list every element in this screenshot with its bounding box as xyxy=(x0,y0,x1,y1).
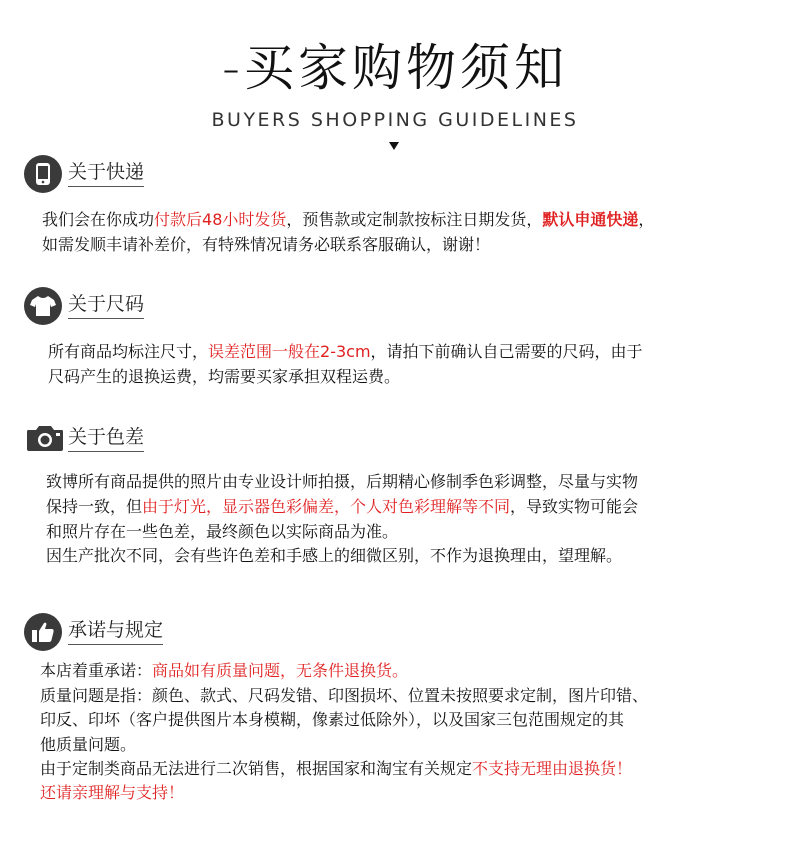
section-title-color: 关于色差 xyxy=(68,426,144,452)
text-line: 印反、印坏（客户提供图片本身模糊，像素过低除外），以及国家三包范围规定的其 xyxy=(40,710,625,729)
section-title-shipping: 关于快递 xyxy=(68,161,144,187)
text-line: 还请亲理解与支持！ xyxy=(40,783,185,802)
section-title-promise: 承诺与规定 xyxy=(68,619,163,645)
text-line: 尺码产生的退换运费，均需要买家承担双程运费。 xyxy=(48,367,401,386)
highlight-text: 由于灯光，显示器色彩偏差，个人对色彩理解等不同 xyxy=(142,497,511,516)
text-line: 质量问题是指：颜色、款式、尺码发错、印图损坏、位置未按照要求定制，图片印错、 xyxy=(40,686,649,705)
text-line: 致博所有商品提供的照片由专业设计师拍摄，后期精心修制季色彩调整，尽量与实物 xyxy=(46,472,639,491)
highlight-text: 付款后48小时发货 xyxy=(154,210,287,229)
text-line: 保持一致，但由于灯光，显示器色彩偏差，个人对色彩理解等不同，导致实物可能会 xyxy=(46,497,639,516)
text-line: 本店着重承诺：商品如有质量问题，无条件退换货。 xyxy=(40,661,409,680)
text-line: 因生产批次不同，会有些许色差和手感上的细微区别，不作为退换理由，望理解。 xyxy=(46,546,623,565)
highlight-text: 商品如有质量问题，无条件退换货。 xyxy=(152,661,409,680)
highlight-text: 误差范围一般在2-3cm xyxy=(208,342,371,361)
highlight-text: 不支持无理由退换货！ xyxy=(472,759,633,778)
text-line: 他质量问题。 xyxy=(40,735,137,754)
highlight-text: 默认申通快递 xyxy=(542,210,639,229)
camera-icon xyxy=(26,424,64,456)
tshirt-icon xyxy=(24,287,62,325)
phone-icon xyxy=(24,155,62,193)
text-line: 如需发顺丰请补差价，有特殊情况请务必联系客服确认，谢谢！ xyxy=(42,235,491,254)
text-line: 我们会在你成功付款后48小时发货，预售款或定制款按标注日期发货，默认申通快递， xyxy=(42,210,655,229)
section-title-size: 关于尺码 xyxy=(68,293,144,319)
text-line: 和照片存在一些色差，最终颜色以实际商品为准。 xyxy=(46,522,399,541)
text-line: 由于定制类商品无法进行二次销售，根据国家和淘宝有关规定不支持无理由退换货！ xyxy=(40,759,633,778)
page-subtitle: BUYERS SHOPPING GUIDELINES xyxy=(211,109,579,131)
text-line: 所有商品均标注尺寸，误差范围一般在2-3cm，请拍下前确认自己需要的尺码，由于 xyxy=(48,342,643,361)
down-arrow-icon xyxy=(389,142,399,150)
page-title: -买家购物须知 xyxy=(221,39,569,97)
thumbs-up-icon xyxy=(24,613,62,651)
